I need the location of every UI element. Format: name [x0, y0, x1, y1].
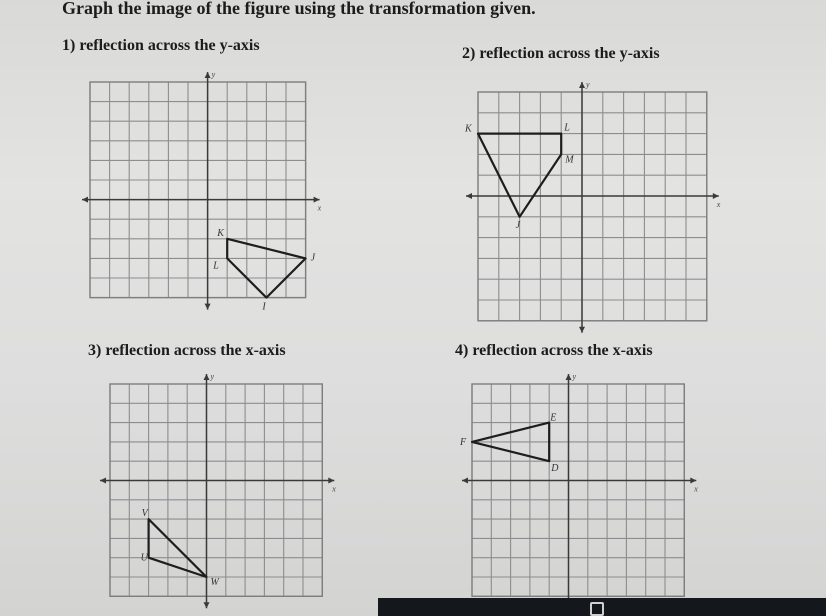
vertex-label-j: J [515, 219, 521, 231]
vertex-label-k: K [465, 123, 472, 135]
x-axis-label: x [694, 484, 698, 494]
grid-border [472, 384, 684, 596]
coordinate-grid-4 [459, 372, 698, 608]
grid-border [478, 92, 707, 321]
x-axis-arrow-right [713, 193, 719, 199]
vertex-label-l: L [213, 260, 219, 272]
vertex-label-l: L [564, 122, 570, 134]
x-axis-label: x [317, 203, 322, 213]
coordinate-grid-2 [464, 80, 721, 333]
x-axis-arrow-left [82, 197, 88, 203]
y-axis-arrow-down [205, 304, 211, 310]
x-axis-arrow-left [100, 478, 106, 484]
y-axis-arrow-up [566, 374, 572, 380]
problem-3-label: 3) reflection across the x-axis [88, 342, 286, 359]
app-icon[interactable] [590, 602, 604, 616]
y-axis-label: y [586, 80, 590, 89]
y-axis-arrow-up [579, 82, 585, 88]
coordinate-grid-1 [82, 70, 322, 313]
vertex-label-j: J [310, 252, 316, 264]
problem-4-label: 4) reflection across the x-axis [455, 342, 653, 359]
x-axis-label: x [332, 484, 336, 494]
x-axis-arrow-right [690, 478, 696, 484]
y-axis-arrow-down [579, 327, 585, 333]
problem-2-label: 2) reflection across the y-axis [462, 45, 660, 62]
y-axis-label: y [211, 70, 216, 79]
vertex-label-e: E [550, 412, 557, 424]
y-axis-label: y [210, 372, 215, 381]
x-axis-arrow-right [328, 478, 334, 484]
vertex-label-d: D [551, 463, 559, 475]
vertex-label-f: F [460, 436, 467, 448]
y-axis-label: y [572, 372, 577, 381]
grid-border [110, 384, 322, 596]
coordinate-grid-3 [100, 372, 336, 608]
vertex-label-u: U [140, 552, 148, 564]
vertex-label-i: I [262, 301, 266, 313]
vertex-label-m: M [565, 154, 574, 166]
vertex-label-k: K [217, 227, 224, 239]
x-axis-label: x [716, 200, 721, 209]
y-axis-arrow-up [205, 72, 211, 78]
vertex-label-v: V [141, 508, 148, 520]
problem-1-label: 1) reflection across the y-axis [62, 37, 260, 54]
y-axis-arrow-up [204, 374, 210, 380]
figure-3-polygon [149, 519, 207, 577]
vertex-label-w: W [210, 577, 219, 588]
grid-border [90, 82, 306, 298]
x-axis-arrow-left [462, 478, 468, 484]
x-axis-arrow-right [314, 197, 320, 203]
worksheet-title: Graph the image of the figure using the transformation given. [62, 0, 536, 18]
y-axis-arrow-down [204, 602, 210, 608]
x-axis-arrow-left [466, 193, 472, 199]
